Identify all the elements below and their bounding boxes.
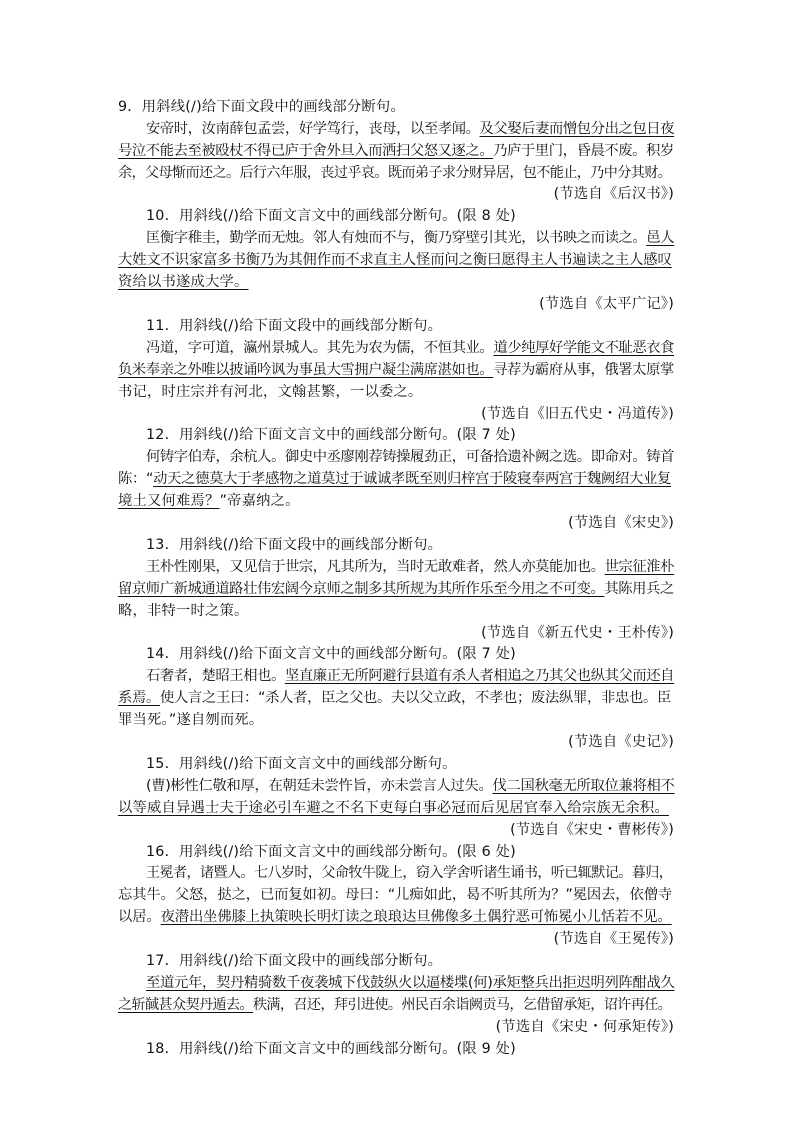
q12-source: (节选自《宋史》)	[568, 515, 674, 531]
q14-underlined-text: 系焉。	[118, 690, 160, 706]
q12-underlined-text: 动天之德莫大于孝感物之道莫过于诚诚孝既至则归梓宫于陵寝奉两宫于魏阙绍大业复	[153, 471, 671, 487]
q13-underlined-text: 留京师广新城通道路壮伟宏阔今京师之制多其所规为其所作乐至今用之不可变。	[118, 581, 605, 597]
q9-instruction: 9．用斜线(/)给下面文段中的画线部分断句。	[118, 99, 405, 115]
q15-source: (节选自《宋史・曹彬传》)	[510, 822, 674, 838]
q15-instruction: 15．用斜线(/)给下面文言文中的画线部分断句。	[146, 756, 457, 772]
q12-passage-line-3: 境土又何难焉？”帝嘉纳之。	[118, 493, 300, 509]
q10-underlined-text: 邑人	[646, 230, 675, 246]
q9-underlined-text: 及父娶后妻而憎包分出之包日夜	[479, 121, 675, 137]
q14-passage-line-2: 系焉。使人言之王曰：“杀人者，臣之父也。夫以父立政，不孝也；废法纵罪，非忠也。臣	[118, 690, 671, 706]
q18-instruction: 18．用斜线(/)给下面文言文中的画线部分断句。(限 9 处)	[146, 1041, 516, 1057]
q13-passage-line-2: 留京师广新城通道路壮伟宏阔今京师之制多其所规为其所作乐至今用之不可变。其陈用兵之	[118, 581, 674, 597]
q15-passage-line-2	[118, 797, 674, 819]
q17-underlined-text: 之斩馘甚众契丹遁去。	[118, 997, 253, 1013]
q17-source: (节选自《宋史・何承矩传》)	[495, 1019, 674, 1035]
q12-instruction: 12．用斜线(/)给下面文言文中的画线部分断句。(限 7 处)	[146, 427, 516, 443]
q9-passage-line-1: 安帝时，汝南薛包孟尝，好学笃行，丧母，以至孝闻。及父娶后妻而憎包分出之包日夜	[146, 121, 675, 137]
q17-underlined-text: 至道元年，契丹精骑数千夜袭城下伐鼓纵火以逼楼堞(何)承矩整兵出拒迟明列阵酣战久	[146, 975, 675, 991]
q16-underlined-text: 夜潜出坐佛膝上执策映长明灯读之琅琅达旦佛像多土偶狞恶可怖冕小儿恬若不见。	[160, 909, 672, 925]
q15-underlined-text: 伐二国秋毫无所取位兼将相不	[492, 778, 675, 794]
q12-passage-line-1: 何铸字伯寿，余杭人。御史中丞廖刚荐铸操履劲正，可备拾遗补阙之选。即命对。铸首	[146, 449, 675, 465]
q10-source: (节选自《太平广记》)	[539, 296, 674, 312]
q9-passage-line-3: 余，父母惭而还之。后行六年服，丧过乎哀。既而弟子求分财异居，包不能止，乃中分其财。	[118, 165, 672, 181]
q13-underlined-text: 世宗征淮朴	[604, 559, 675, 575]
q9-underlined-text: 号泣不能去至被殴杖不得已庐于舍外旦入而洒扫父怒又逐之。	[118, 143, 494, 159]
q15-underlined-text: 以等威自异遇士夫于途必引车避之不名下吏每白事必冠而后见居官奉入给宗族无余积。	[118, 800, 669, 816]
q14-passage-line-1: 石奢者，楚昭王相也。坚直廉正无所阿避行县道有杀人者相追之乃其父也纵其父而还自	[146, 668, 675, 684]
q17-passage-line-1	[146, 972, 674, 994]
q9-source: (节选自《后汉书》)	[553, 186, 674, 202]
q13-source: (节选自《新五代史・王朴传》)	[481, 625, 674, 641]
q17-passage-line-2: 之斩馘甚众契丹遁去。秩满，召还，拜引进使。州民百余诣阙贡马，乞借留承矩，诏许再任。	[118, 997, 672, 1013]
q10-passage-line-2	[118, 249, 674, 271]
q10-underlined-text: 资给以书遂成大学。	[118, 274, 249, 290]
q11-passage-line-1: 冯道，字可道，瀛州景城人。其先为农为儒，不恒其业。道少纯厚好学能文不耻恶衣食	[146, 340, 675, 356]
q11-underlined-text: 负米奉亲之外唯以披诵吟讽为事虽大雪拥户凝尘满席湛如也。	[118, 362, 494, 378]
q13-passage-line-1: 王朴性刚果，又见信于世宗，凡其所为，当时无敢难者，然人亦莫能加也。世宗征淮朴	[146, 559, 675, 575]
q11-passage-line-2: 负米奉亲之外唯以披诵吟讽为事虽大雪拥户凝尘满席湛如也。寻荐为霸府从事，俄署太原掌	[118, 362, 674, 378]
q11-underlined-text: 道少纯厚好学能文不耻恶衣食	[493, 340, 675, 356]
q11-passage-line-3: 书记，时庄宗并有河北，文翰甚繁，一以委之。	[118, 384, 423, 400]
q16-passage-line-2: 忘其牛。父怒，挞之，已而复如初。母曰：“儿痴如此，曷不听其所为？”冕因去，依僧寺	[118, 887, 673, 903]
q13-instruction: 13．用斜线(/)给下面文段中的画线部分断句。	[146, 537, 443, 553]
q10-passage-line-3	[118, 271, 674, 293]
q10-passage-line-1: 匡衡字稚圭，勤学而无烛。邻人有烛而不与，衡乃穿壁引其光，以书映之而读之。邑人	[146, 230, 675, 246]
q16-source: (节选自《王冕传》)	[553, 931, 674, 947]
q11-instruction: 11．用斜线(/)给下面文段中的画线部分断句。	[146, 318, 443, 334]
q13-passage-line-3: 略，非特一时之策。	[118, 603, 249, 619]
q16-instruction: 16．用斜线(/)给下面文言文中的画线部分断句。(限 6 处)	[146, 844, 516, 860]
q16-passage-line-1: 王冕者，诸暨人。七八岁时，父命牧牛陇上，窃入学舍听诸生诵书，听已辄默记。暮归，	[146, 865, 673, 881]
q14-underlined-text: 坚直廉正无所阿避行县道有杀人者相追之乃其父也纵其父而还自	[284, 668, 675, 684]
q10-underlined-text: 大姓文不识家富多书衡乃为其佣作而不求直主人怪而问之衡曰愿得主人书遍读之主人感叹	[118, 252, 672, 268]
q12-underlined-text: 境土又何难焉？	[118, 493, 220, 509]
q17-instruction: 17．用斜线(/)给下面文段中的画线部分断句。	[146, 953, 443, 969]
q16-passage-line-3: 以居。夜潜出坐佛膝上执策映长明灯读之琅琅达旦佛像多土偶狞恶可怖冕小儿恬若不见。	[118, 909, 672, 925]
q9-passage-line-2: 号泣不能去至被殴杖不得已庐于舍外旦入而洒扫父怒又逐之。乃庐于里门，昏晨不废。积岁	[118, 143, 674, 159]
q11-source: (节选自《旧五代史・冯道传》)	[481, 406, 674, 422]
q14-source: (节选自《史记》)	[568, 734, 674, 750]
q10-instruction: 10．用斜线(/)给下面文言文中的画线部分断句。(限 8 处)	[146, 208, 516, 224]
q14-passage-line-3: 罪当死。”遂自刎而死。	[118, 712, 264, 728]
q15-passage-line-1: (曹)彬性仁敬和厚，在朝廷未尝忤旨，亦未尝言人过失。伐二国秋毫无所取位兼将相不	[146, 778, 675, 794]
q12-passage-line-2: 陈：“动天之德莫大于孝感物之道莫过于诚诚孝既至则归梓宫于陵寝奉两宫于魏阙绍大业复	[118, 471, 671, 487]
q14-instruction: 14．用斜线(/)给下面文言文中的画线部分断句。(限 7 处)	[146, 646, 516, 662]
